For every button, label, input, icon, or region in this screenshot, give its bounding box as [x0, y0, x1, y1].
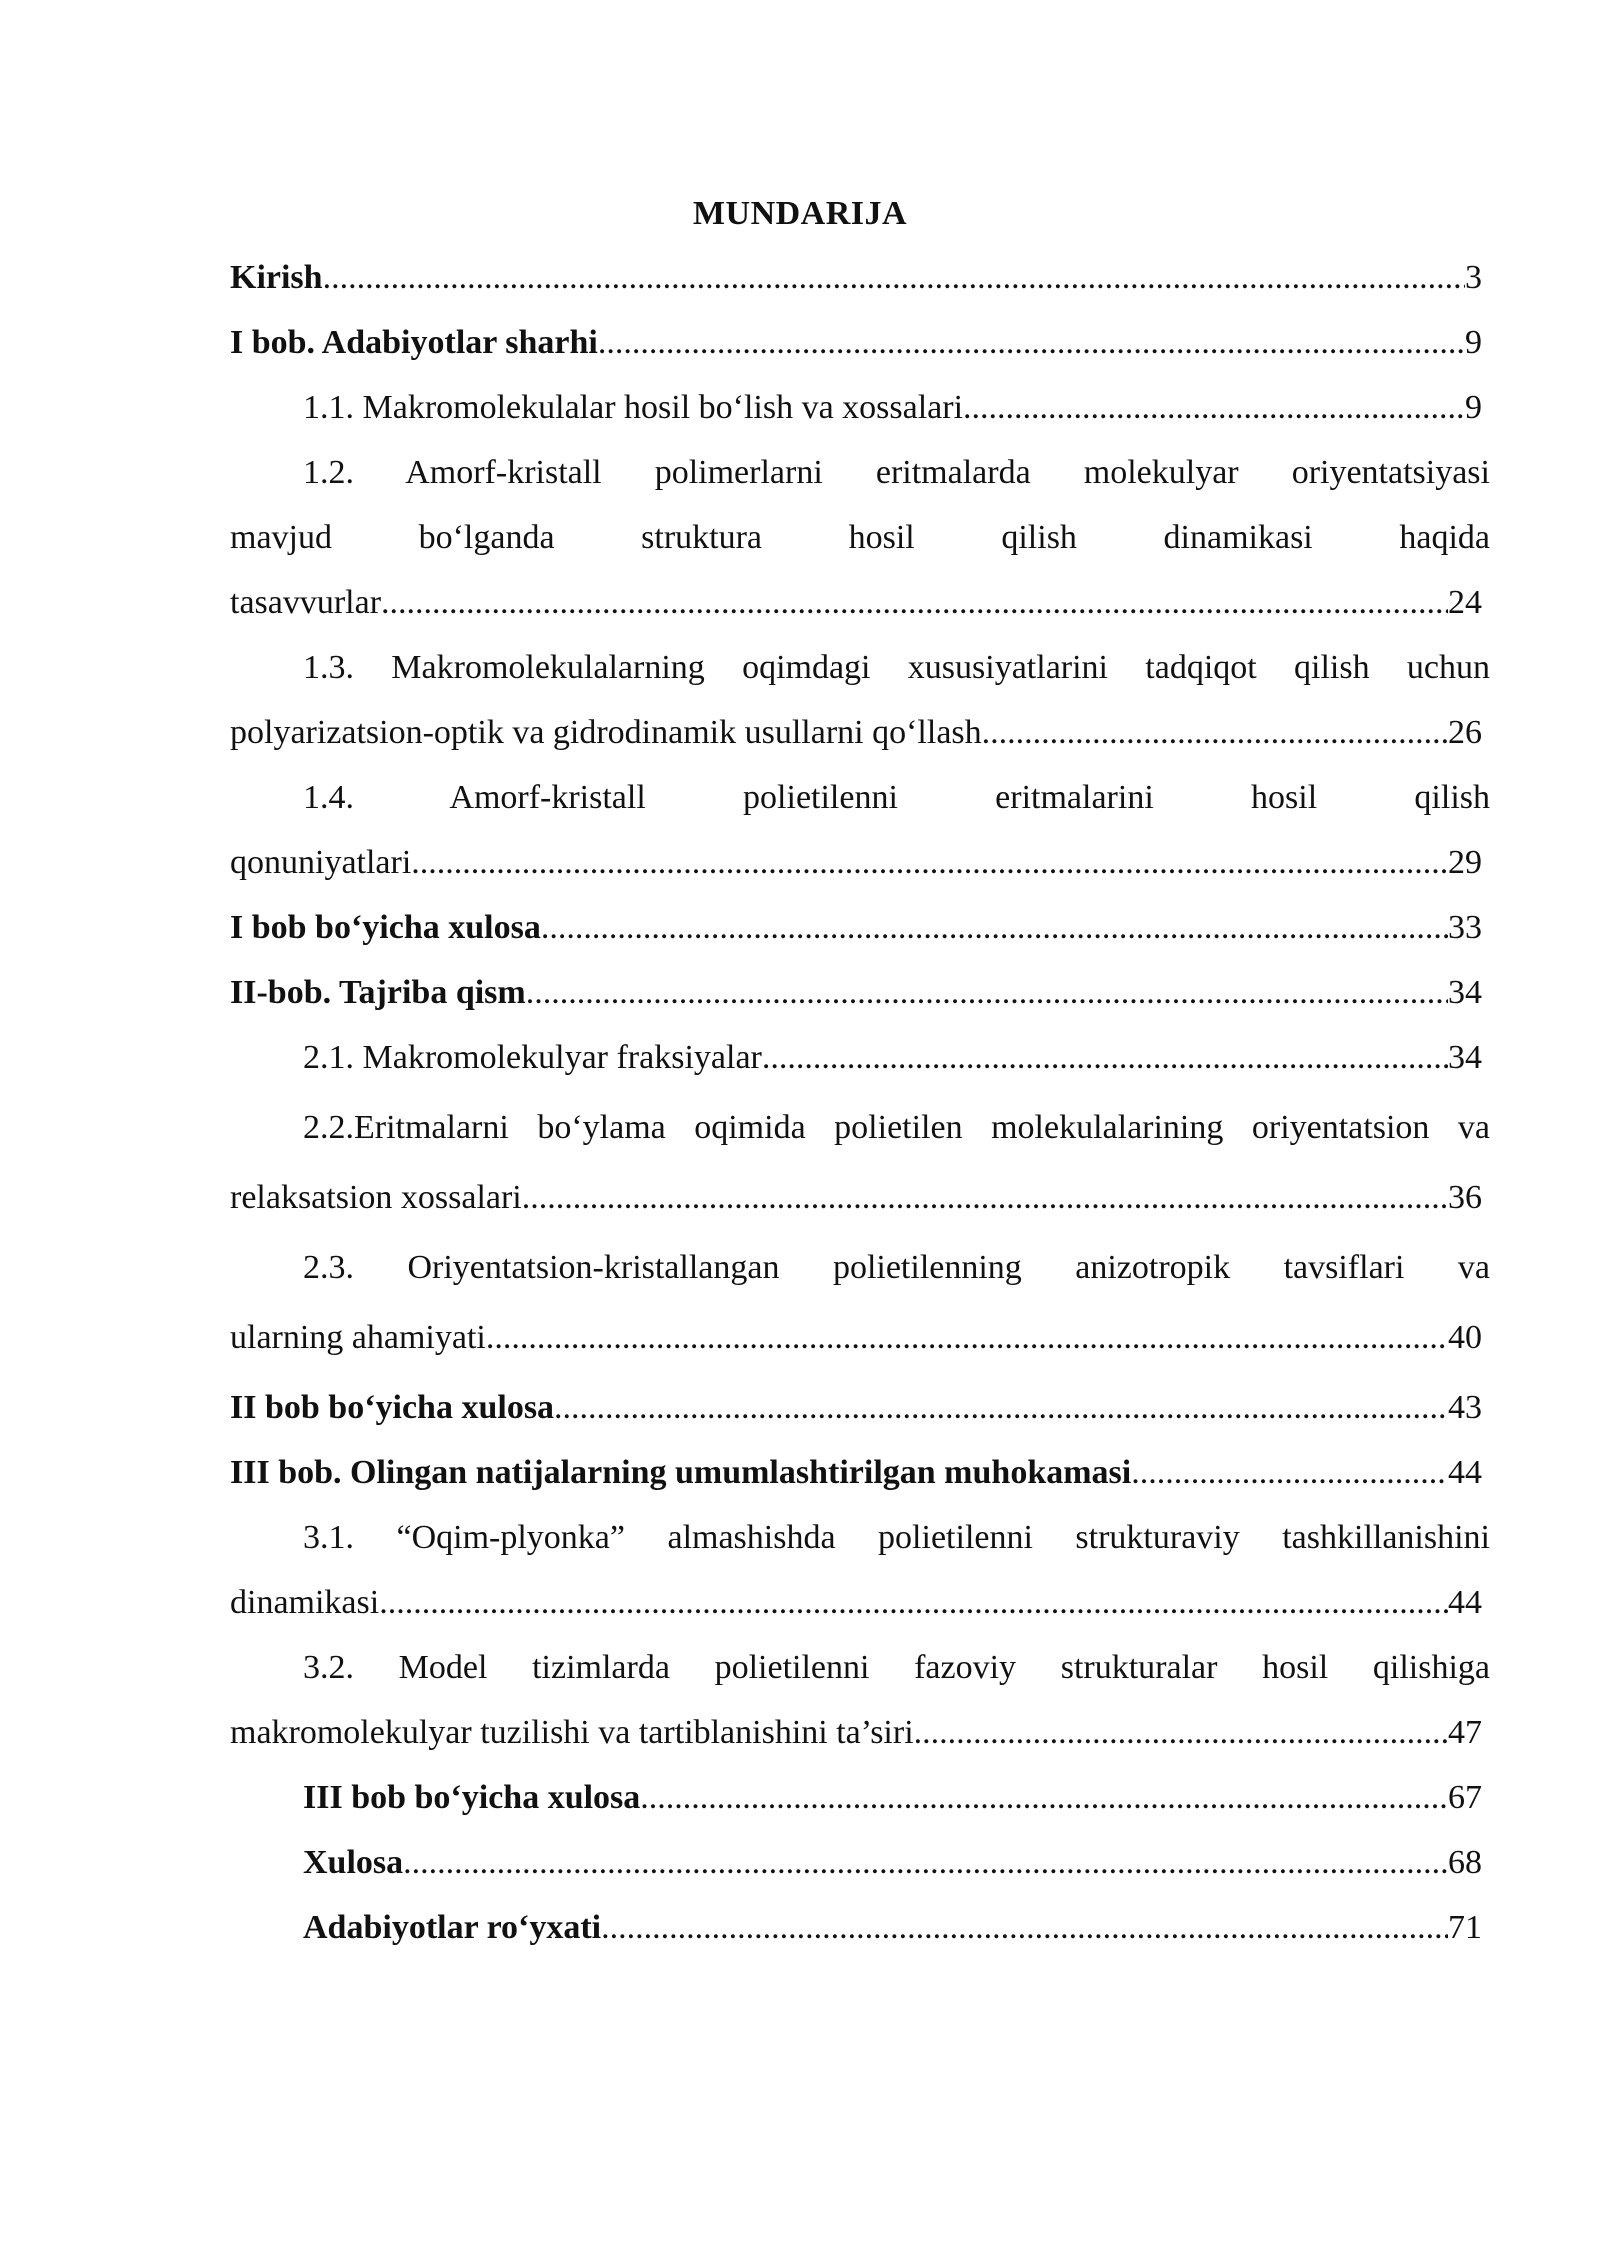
toc-entry-section-2-1 — [303, 1033, 1482, 1083]
toc-entry-text: 1.1. Makromolekulalar hosil bo‘lish va xossalari — [303, 389, 964, 426]
toc-entry-text: tasavvurlar — [230, 584, 382, 621]
toc-entry-text: Kirish — [230, 259, 323, 296]
toc-leader — [526, 968, 1448, 1018]
toc-entry-section-1-2 — [230, 578, 1482, 628]
toc-entry-section-2-2-line-1: 2.2.Eritmalarni bo‘ylama oqimida polietilen molekulalarining oriyentatsion va — [303, 1109, 1490, 1146]
toc-leader — [640, 1773, 1448, 1823]
toc-entry-section-1-2-line-2: mavjud bo‘lganda struktura hosil qilish dinamikasi haqida — [230, 519, 1490, 556]
toc-leader — [762, 1033, 1448, 1083]
toc-leader — [554, 1383, 1448, 1433]
toc-leader — [601, 1903, 1448, 1953]
toc-entry-section-1-3-line-1: 1.3. Makromolekulalarning oqimdagi xususiyatlarini tadqiqot qilish uchun — [303, 649, 1490, 686]
toc-entry-text: III bob. Olingan natijalarning umumlashtirilgan muhokamasi — [230, 1454, 1132, 1491]
toc-entry-section-3-2 — [230, 1708, 1482, 1758]
toc-entry-section-2-3 — [230, 1313, 1482, 1363]
toc-page-number: 29 — [1448, 844, 1482, 881]
toc-leader — [522, 1173, 1448, 1223]
toc-page-number: 68 — [1448, 1844, 1482, 1881]
toc-entry-text: dinamikasi — [230, 1584, 380, 1621]
toc-page-number: 40 — [1448, 1319, 1482, 1356]
toc-leader — [1131, 1448, 1448, 1498]
toc-page-number: 36 — [1448, 1179, 1482, 1216]
toc-entry-section-3-2-line-1: 3.2. Model tizimlarda polietilenni fazoviy strukturalar hosil qilishiga — [303, 1649, 1490, 1686]
toc-page-number: 34 — [1448, 974, 1482, 1011]
toc-leader — [323, 253, 1465, 303]
toc-entry-text: III bob bo‘yicha xulosa — [303, 1779, 641, 1816]
toc-entry-section-3-1 — [230, 1578, 1482, 1628]
toc-page-number: 33 — [1448, 909, 1482, 946]
toc-entry-references — [303, 1903, 1482, 1953]
toc-entry-text: qonuniyatlari — [230, 844, 412, 881]
toc-entry-text: I bob. Adabiyotlar sharhi — [230, 324, 598, 361]
toc-entry-text: I bob bo‘yicha xulosa — [230, 909, 541, 946]
toc-page-number: 9 — [1465, 324, 1482, 361]
toc-leader — [982, 708, 1448, 758]
toc-entry-text: II-bob. Tajriba qism — [230, 974, 526, 1011]
toc-leader — [381, 578, 1448, 628]
toc-entry-section-3-1-line-1: 3.1. “Oqim-plyonka” almashishda polietilenni strukturaviy tashkillanishini — [303, 1519, 1490, 1556]
toc-entry-chapter-3-conclusion — [303, 1773, 1482, 1823]
toc-leader — [403, 1838, 1448, 1888]
toc-entry-section-1-3 — [230, 708, 1482, 758]
toc-entry-section-1-4 — [230, 838, 1482, 888]
toc-page-number: 47 — [1448, 1714, 1482, 1751]
toc-page-number: 9 — [1465, 389, 1482, 426]
page-title: MUNDARIJA — [692, 195, 908, 232]
toc-page-number: 67 — [1448, 1779, 1482, 1816]
toc-leader — [541, 903, 1448, 953]
toc-leader — [411, 838, 1448, 888]
toc-page-number: 34 — [1448, 1039, 1482, 1076]
toc-entry-chapter-1-conclusion — [230, 903, 1482, 953]
toc-entry-section-1-1 — [303, 383, 1482, 433]
toc-leader — [486, 1313, 1448, 1363]
toc-entry-section-1-2-line-1: 1.2. Amorf-kristall polimerlarni eritmalarda molekulyar oriyentatsiyasi — [303, 454, 1490, 491]
toc-page-number: 24 — [1448, 584, 1482, 621]
toc-page-number: 3 — [1465, 259, 1482, 296]
toc-page-number: 71 — [1448, 1909, 1482, 1946]
toc-entry-text: Adabiyotlar ro‘yxati — [303, 1909, 602, 1946]
toc-entry-text: II bob bo‘yicha xulosa — [230, 1389, 555, 1426]
toc-entry-chapter-2 — [230, 968, 1482, 1018]
toc-page-number: 44 — [1448, 1584, 1482, 1621]
toc-entry-section-2-3-line-1: 2.3. Oriyentatsion-kristallangan polietilenning anizotropik tavsiflari va — [303, 1249, 1490, 1286]
toc-entry-conclusion — [303, 1838, 1482, 1888]
toc-entry-section-2-2 — [230, 1173, 1482, 1223]
toc-entry-chapter-2-conclusion — [230, 1383, 1482, 1433]
toc-leader — [598, 318, 1465, 368]
toc-entry-chapter-1 — [230, 318, 1482, 368]
toc-leader — [963, 383, 1465, 433]
toc-entry-text: 2.1. Makromolekulyar fraksiyalar — [303, 1039, 762, 1076]
toc-leader — [379, 1578, 1448, 1628]
toc-page-number: 26 — [1448, 714, 1482, 751]
toc-entry-text: Xulosa — [303, 1844, 404, 1881]
toc-entry-text: polyarizatsion-optik va gidrodinamik usullarni qo‘llash — [230, 714, 982, 751]
toc-entry-section-1-4-line-1: 1.4. Amorf-kristall polietilenni eritmalarini hosil qilish — [303, 779, 1490, 816]
toc-leader — [914, 1708, 1448, 1758]
toc-page-number: 44 — [1448, 1454, 1482, 1491]
toc-page-number: 43 — [1448, 1389, 1482, 1426]
toc-entry-chapter-3 — [230, 1448, 1482, 1498]
toc-entry-text: makromolekulyar tuzilishi va tartiblanishini ta’siri — [230, 1714, 914, 1751]
toc-entry-kirish — [230, 253, 1482, 303]
toc-entry-text: ularning ahamiyati — [230, 1319, 486, 1356]
toc-entry-text: relaksatsion xossalari — [230, 1179, 522, 1216]
